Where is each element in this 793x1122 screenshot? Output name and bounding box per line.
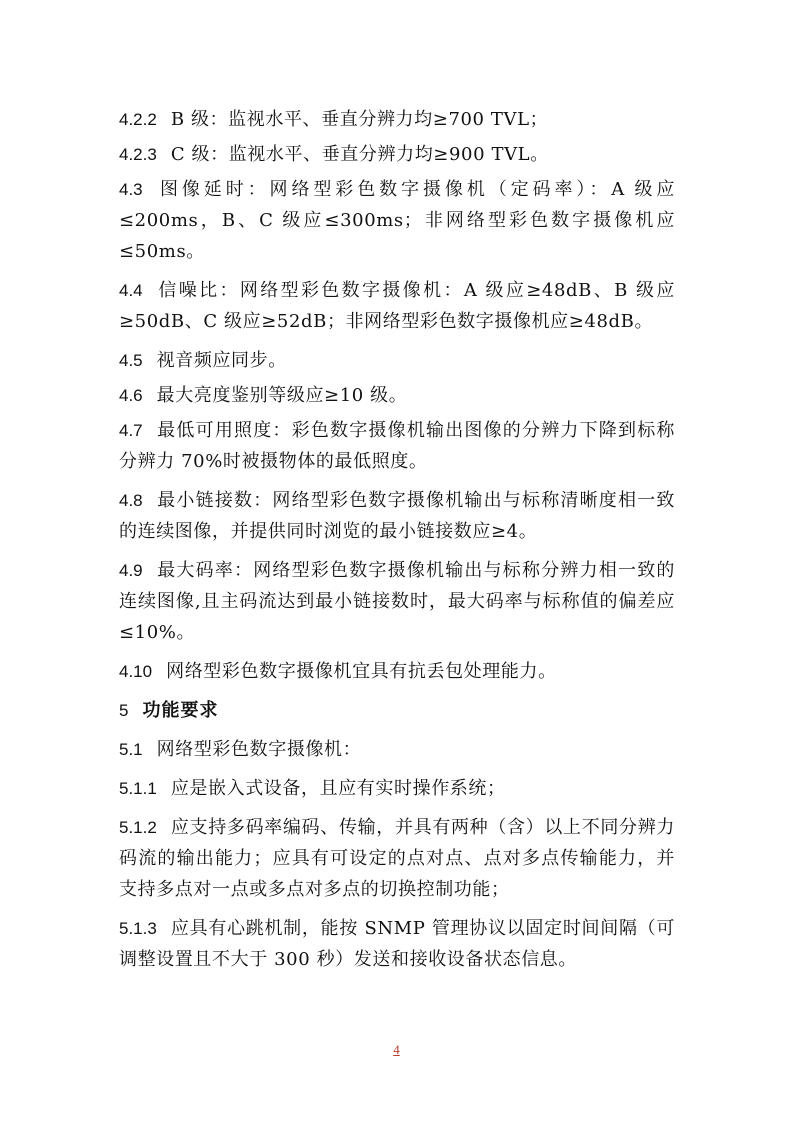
clause-number: 5.1.2 (119, 818, 157, 837)
clause-number: 4.6 (119, 386, 143, 405)
clause-text: B 级：监视水平、垂直分辨力均≥700 TVL； (170, 109, 549, 130)
clause-text: 应是嵌入式设备，且应有实时操作系统； (170, 778, 506, 799)
clause-text: 最大亮度鉴别等级应≥10 级。 (156, 385, 408, 406)
section-title: 功能要求 (142, 700, 219, 721)
clause-number: 4.3 (119, 180, 143, 199)
clause-4-6 (119, 380, 675, 411)
clause-5-1-1 (119, 773, 675, 804)
clause-number: 4.4 (119, 281, 143, 300)
clause-text: 最小链接数：网络型彩色数字摄像机输出与标称清晰度相一致的连续图像，并提供同时浏览的最小链接数应≥4。 (119, 490, 675, 542)
clause-text: 图像延时：网络型彩色数字摄像机（定码率）：A 级应≤200ms，B、C 级应≤300ms；非网络型彩色数字摄像机应≤50ms。 (119, 179, 675, 262)
clause-number: 5.1 (119, 740, 143, 759)
clause-text: 最大码率：网络型彩色数字摄像机输出与标称分辨力相一致的连续图像,且主码流达到最小链接数时，最大码率与标称值的偏差应≤10%。 (119, 560, 675, 643)
clause-4-2-3 (119, 139, 675, 170)
clause-number: 5.1.3 (119, 919, 157, 938)
clause-4-8 (119, 485, 675, 547)
document-body (119, 104, 675, 983)
clause-text: 视音频应同步。 (156, 350, 287, 371)
clause-text: 信噪比：网络型彩色数字摄像机：A 级应≥48dB、B 级应≥50dB、C 级应≥52dB；非网络型彩色数字摄像机应≥48dB。 (119, 280, 675, 332)
clause-number: 4.5 (119, 351, 143, 370)
section-number: 5 (119, 701, 129, 720)
clause-number: 5.1.1 (119, 779, 157, 798)
clause-text: 应支持多码率编码、传输，并具有两种（含）以上不同分辨力码流的输出能力；应具有可设定的点对点、点对多点传输能力，并支持多点对一点或多点对多点的切换控制功能； (119, 817, 675, 900)
clause-5-1-2 (119, 812, 675, 905)
clause-4-5 (119, 345, 675, 376)
clause-4-10 (119, 656, 675, 687)
clause-4-7 (119, 415, 675, 477)
clause-text: 网络型彩色数字摄像机宜具有抗丢包处理能力。 (166, 661, 557, 682)
clause-5-1-3 (119, 913, 675, 975)
clause-number: 4.7 (119, 421, 143, 440)
clause-5-1 (119, 734, 675, 765)
clause-number: 4.9 (119, 561, 143, 580)
clause-4-2-2 (119, 104, 675, 135)
clause-text: 应具有心跳机制，能按 SNMP 管理协议以固定时间间隔（可调整设置且不大于 300 秒）发送和接收设备状态信息。 (119, 918, 675, 970)
clause-number: 4.2.3 (119, 145, 157, 164)
clause-4-9 (119, 555, 675, 648)
section-heading (119, 695, 675, 726)
clause-text: 最低可用照度：彩色数字摄像机输出图像的分辨力下降到标称分辨力 70%时被摄物体的最低照度。 (119, 420, 675, 472)
clause-4-3 (119, 174, 675, 267)
clause-text: C 级：监视水平、垂直分辨力均≥900 TVL。 (170, 144, 549, 165)
page-number: 4 (393, 1042, 400, 1057)
clause-4-4 (119, 275, 675, 337)
clause-number: 4.2.2 (119, 110, 157, 129)
clause-number: 4.8 (119, 491, 143, 510)
clause-number: 4.10 (119, 662, 153, 681)
clause-text: 网络型彩色数字摄像机： (156, 739, 362, 760)
